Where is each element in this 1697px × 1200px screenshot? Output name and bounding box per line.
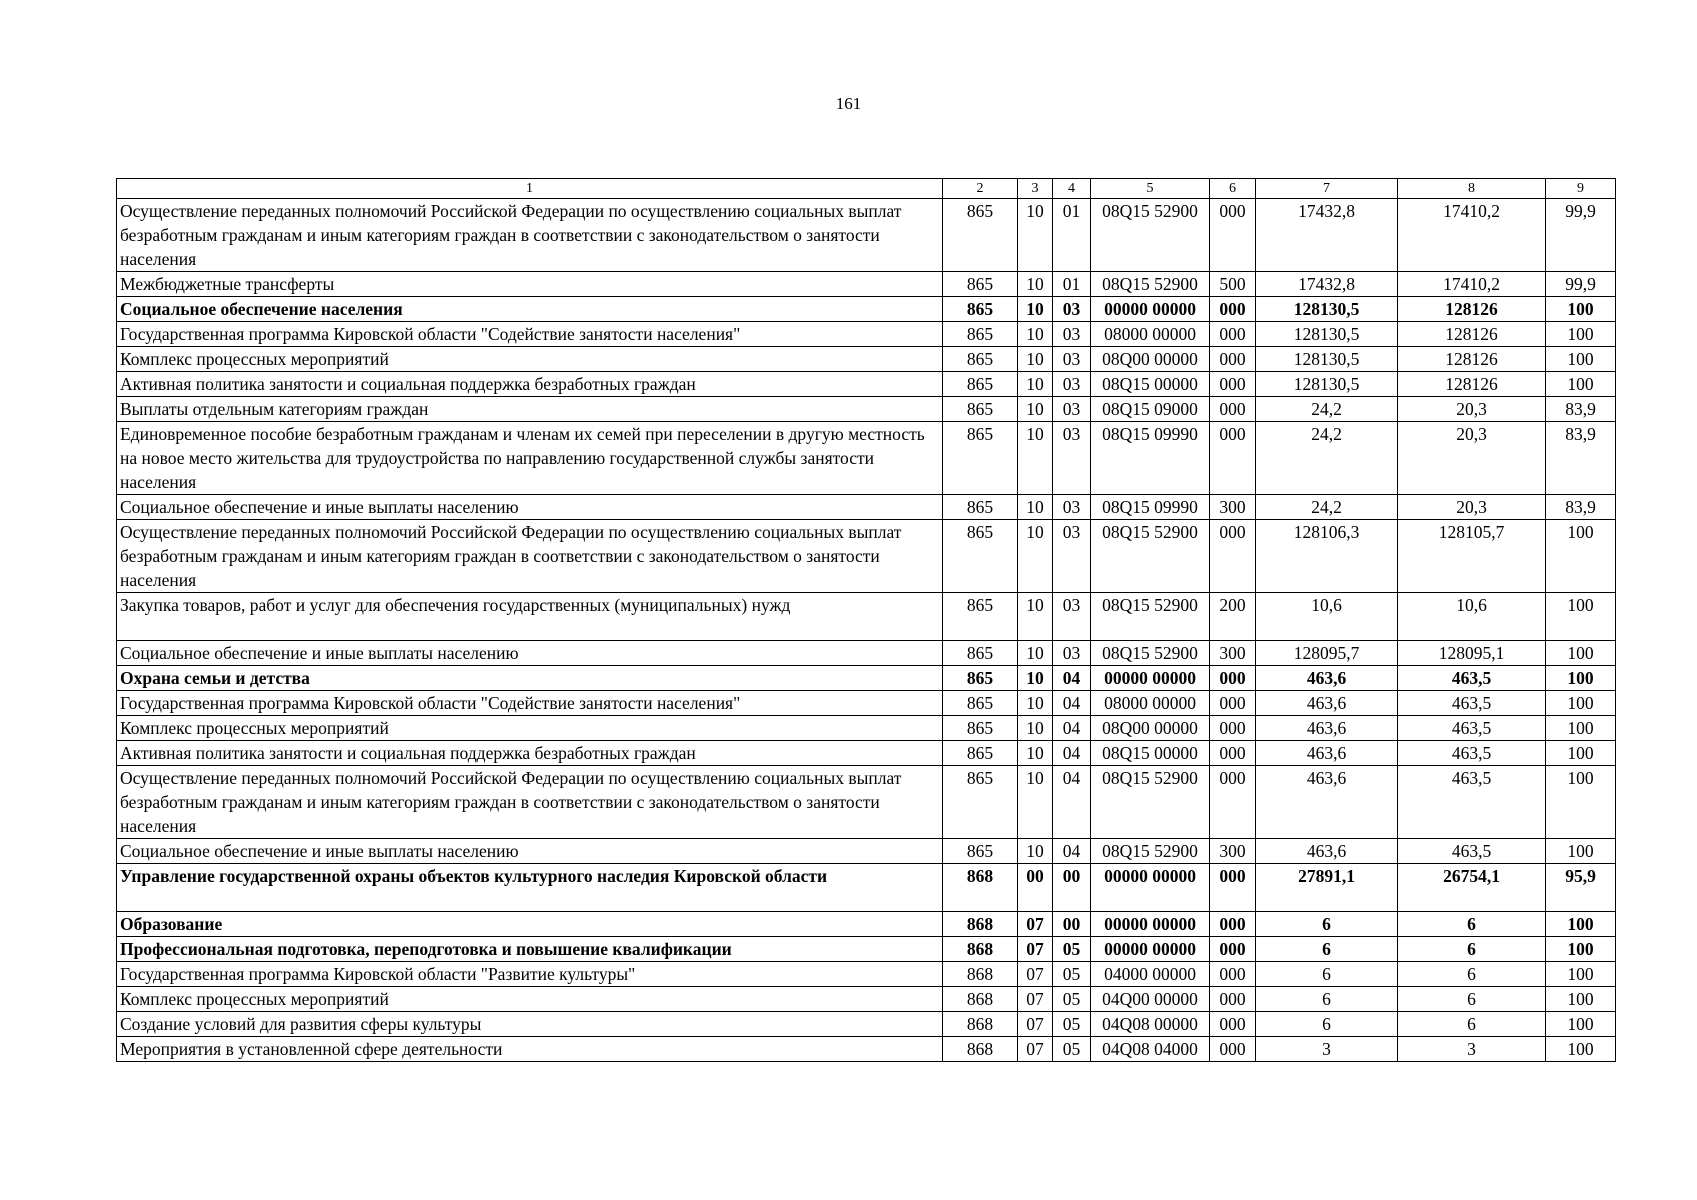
cell-percent: 100: [1546, 1012, 1616, 1037]
cell-subsection: 00: [1053, 864, 1091, 912]
cell-section: 10: [1018, 520, 1053, 593]
cell-planned: 463,6: [1256, 766, 1398, 839]
cell-name: Образование: [117, 912, 943, 937]
cell-expense-type: 000: [1210, 987, 1256, 1012]
table-row: [117, 422, 1616, 495]
cell-name: Активная политика занятости и социальная поддержка безработных граждан: [117, 741, 943, 766]
cell-target-article: 08Q15 52900: [1091, 839, 1210, 864]
cell-name: Межбюджетные трансферты: [117, 272, 943, 297]
cell-percent: 100: [1546, 1037, 1616, 1062]
table-row: [117, 839, 1616, 864]
cell-admin-code: 865: [943, 372, 1018, 397]
cell-subsection: 03: [1053, 347, 1091, 372]
cell-section: 10: [1018, 641, 1053, 666]
cell-admin-code: 865: [943, 766, 1018, 839]
cell-planned: 3: [1256, 1037, 1398, 1062]
table-row: [117, 322, 1616, 347]
cell-admin-code: 868: [943, 864, 1018, 912]
cell-section: 10: [1018, 741, 1053, 766]
cell-admin-code: 865: [943, 422, 1018, 495]
cell-name: Государственная программа Кировской области "Содействие занятости населения": [117, 322, 943, 347]
cell-name: Социальное обеспечение и иные выплаты населению: [117, 495, 943, 520]
cell-executed: 128126: [1398, 297, 1546, 322]
cell-planned: 463,6: [1256, 839, 1398, 864]
cell-planned: 6: [1256, 937, 1398, 962]
cell-section: 07: [1018, 912, 1053, 937]
cell-admin-code: 865: [943, 322, 1018, 347]
cell-admin-code: 865: [943, 199, 1018, 272]
cell-subsection: 00: [1053, 912, 1091, 937]
cell-subsection: 03: [1053, 297, 1091, 322]
cell-planned: 6: [1256, 962, 1398, 987]
cell-admin-code: 865: [943, 641, 1018, 666]
cell-executed: 128126: [1398, 372, 1546, 397]
cell-executed: 17410,2: [1398, 272, 1546, 297]
cell-planned: 463,6: [1256, 741, 1398, 766]
cell-expense-type: 000: [1210, 716, 1256, 741]
cell-name: Государственная программа Кировской области "Содействие занятости населения": [117, 691, 943, 716]
cell-target-article: 08Q15 52900: [1091, 272, 1210, 297]
cell-section: 10: [1018, 397, 1053, 422]
cell-expense-type: 000: [1210, 322, 1256, 347]
cell-expense-type: 300: [1210, 495, 1256, 520]
cell-expense-type: 500: [1210, 272, 1256, 297]
cell-executed: 6: [1398, 937, 1546, 962]
cell-section: 10: [1018, 199, 1053, 272]
cell-executed: 10,6: [1398, 593, 1546, 641]
cell-target-article: 08Q15 52900: [1091, 641, 1210, 666]
cell-expense-type: 000: [1210, 372, 1256, 397]
table-row: [117, 691, 1616, 716]
cell-section: 10: [1018, 297, 1053, 322]
cell-executed: 6: [1398, 912, 1546, 937]
cell-target-article: 08Q00 00000: [1091, 716, 1210, 741]
cell-percent: 83,9: [1546, 422, 1616, 495]
cell-percent: 100: [1546, 962, 1616, 987]
cell-percent: 100: [1546, 347, 1616, 372]
cell-subsection: 03: [1053, 495, 1091, 520]
cell-admin-code: 865: [943, 347, 1018, 372]
header-cell: 2: [943, 179, 1018, 199]
cell-section: 10: [1018, 691, 1053, 716]
cell-section: 10: [1018, 272, 1053, 297]
cell-planned: 128130,5: [1256, 297, 1398, 322]
cell-executed: 20,3: [1398, 422, 1546, 495]
cell-executed: 128105,7: [1398, 520, 1546, 593]
cell-subsection: 03: [1053, 397, 1091, 422]
table-row: [117, 1037, 1616, 1062]
cell-percent: 99,9: [1546, 199, 1616, 272]
cell-subsection: 05: [1053, 937, 1091, 962]
header-cell: 4: [1053, 179, 1091, 199]
cell-target-article: 00000 00000: [1091, 297, 1210, 322]
cell-name: Социальное обеспечение и иные выплаты населению: [117, 641, 943, 666]
cell-section: 10: [1018, 716, 1053, 741]
cell-name: Социальное обеспечение и иные выплаты населению: [117, 839, 943, 864]
header-cell: 5: [1091, 179, 1210, 199]
cell-expense-type: 000: [1210, 520, 1256, 593]
cell-section: 07: [1018, 1037, 1053, 1062]
cell-admin-code: 865: [943, 741, 1018, 766]
cell-section: 07: [1018, 962, 1053, 987]
table-row: [117, 297, 1616, 322]
cell-admin-code: 868: [943, 912, 1018, 937]
cell-name: Государственная программа Кировской области "Развитие культуры": [117, 962, 943, 987]
cell-executed: 128126: [1398, 322, 1546, 347]
header-row: [117, 179, 1616, 199]
cell-planned: 128106,3: [1256, 520, 1398, 593]
cell-admin-code: 868: [943, 1037, 1018, 1062]
cell-name: Единовременное пособие безработным гражданам и членам их семей при переселении в другую местность на новое место жительства для трудоустройства по направлению государственной службы занятости населения: [117, 422, 943, 495]
cell-percent: 100: [1546, 593, 1616, 641]
cell-admin-code: 865: [943, 593, 1018, 641]
cell-executed: 6: [1398, 962, 1546, 987]
cell-name: Мероприятия в установленной сфере деятельности: [117, 1037, 943, 1062]
table-row: [117, 347, 1616, 372]
page-number: 161: [835, 94, 862, 113]
cell-name: Социальное обеспечение населения: [117, 297, 943, 322]
cell-admin-code: 865: [943, 397, 1018, 422]
header-cell: 1: [117, 179, 943, 199]
table-row: [117, 495, 1616, 520]
header-cell: 3: [1018, 179, 1053, 199]
cell-expense-type: 000: [1210, 666, 1256, 691]
cell-planned: 17432,8: [1256, 272, 1398, 297]
cell-name: Комплекс процессных мероприятий: [117, 716, 943, 741]
cell-executed: 17410,2: [1398, 199, 1546, 272]
cell-percent: 100: [1546, 741, 1616, 766]
cell-expense-type: 000: [1210, 864, 1256, 912]
cell-target-article: 08Q15 52900: [1091, 199, 1210, 272]
cell-subsection: 05: [1053, 1012, 1091, 1037]
cell-percent: 99,9: [1546, 272, 1616, 297]
cell-expense-type: 000: [1210, 1037, 1256, 1062]
cell-executed: 128126: [1398, 347, 1546, 372]
cell-admin-code: 868: [943, 1012, 1018, 1037]
cell-subsection: 04: [1053, 691, 1091, 716]
cell-name: Закупка товаров, работ и услуг для обеспечения государственных (муниципальных) нужд: [117, 593, 943, 641]
cell-percent: 100: [1546, 322, 1616, 347]
cell-planned: 463,6: [1256, 666, 1398, 691]
cell-target-article: 00000 00000: [1091, 912, 1210, 937]
cell-planned: 128095,7: [1256, 641, 1398, 666]
budget-table: [116, 178, 1616, 1062]
cell-subsection: 03: [1053, 422, 1091, 495]
cell-executed: 463,5: [1398, 766, 1546, 839]
cell-expense-type: 300: [1210, 641, 1256, 666]
cell-subsection: 04: [1053, 766, 1091, 839]
table-row: [117, 864, 1616, 912]
cell-name: Управление государственной охраны объектов культурного наследия Кировской области: [117, 864, 943, 912]
cell-subsection: 04: [1053, 716, 1091, 741]
cell-percent: 100: [1546, 691, 1616, 716]
cell-expense-type: 000: [1210, 199, 1256, 272]
cell-executed: 463,5: [1398, 691, 1546, 716]
cell-admin-code: 865: [943, 272, 1018, 297]
cell-subsection: 03: [1053, 641, 1091, 666]
cell-percent: 100: [1546, 297, 1616, 322]
cell-executed: 463,5: [1398, 839, 1546, 864]
cell-planned: 6: [1256, 987, 1398, 1012]
cell-target-article: 08000 00000: [1091, 691, 1210, 716]
cell-percent: 100: [1546, 641, 1616, 666]
cell-planned: 128130,5: [1256, 347, 1398, 372]
table-row: [117, 741, 1616, 766]
table-row: [117, 962, 1616, 987]
cell-planned: 17432,8: [1256, 199, 1398, 272]
header-cell: 9: [1546, 179, 1616, 199]
cell-section: 10: [1018, 839, 1053, 864]
table-row: [117, 641, 1616, 666]
cell-subsection: 03: [1053, 520, 1091, 593]
cell-executed: 6: [1398, 987, 1546, 1012]
cell-planned: 24,2: [1256, 397, 1398, 422]
cell-name: Выплаты отдельным категориям граждан: [117, 397, 943, 422]
cell-target-article: 04Q08 00000: [1091, 1012, 1210, 1037]
cell-target-article: 08Q15 00000: [1091, 741, 1210, 766]
cell-name: Охрана семьи и детства: [117, 666, 943, 691]
table-row: [117, 199, 1616, 272]
cell-executed: 3: [1398, 1037, 1546, 1062]
cell-target-article: 08Q15 09990: [1091, 422, 1210, 495]
cell-target-article: 00000 00000: [1091, 666, 1210, 691]
cell-admin-code: 865: [943, 495, 1018, 520]
cell-name: Комплекс процессных мероприятий: [117, 987, 943, 1012]
cell-planned: 463,6: [1256, 691, 1398, 716]
cell-admin-code: 865: [943, 666, 1018, 691]
cell-percent: 100: [1546, 937, 1616, 962]
cell-executed: 463,5: [1398, 716, 1546, 741]
table-row: [117, 912, 1616, 937]
cell-executed: 6: [1398, 1012, 1546, 1037]
cell-percent: 100: [1546, 766, 1616, 839]
cell-subsection: 03: [1053, 372, 1091, 397]
cell-expense-type: 000: [1210, 741, 1256, 766]
cell-section: 10: [1018, 495, 1053, 520]
cell-planned: 24,2: [1256, 422, 1398, 495]
cell-section: 10: [1018, 372, 1053, 397]
cell-subsection: 04: [1053, 666, 1091, 691]
cell-expense-type: 000: [1210, 912, 1256, 937]
cell-planned: 128130,5: [1256, 322, 1398, 347]
cell-percent: 100: [1546, 912, 1616, 937]
cell-executed: 26754,1: [1398, 864, 1546, 912]
cell-planned: 463,6: [1256, 716, 1398, 741]
cell-name: Осуществление переданных полномочий Российской Федерации по осуществлению социальных выплат безработным гражданам и иным категориям граждан в соответствии с законодательством о занятости населения: [117, 520, 943, 593]
cell-percent: 95,9: [1546, 864, 1616, 912]
header-cell: 7: [1256, 179, 1398, 199]
cell-expense-type: 000: [1210, 937, 1256, 962]
cell-admin-code: 868: [943, 937, 1018, 962]
cell-section: 10: [1018, 593, 1053, 641]
cell-subsection: 04: [1053, 741, 1091, 766]
cell-executed: 463,5: [1398, 666, 1546, 691]
cell-planned: 10,6: [1256, 593, 1398, 641]
cell-subsection: 05: [1053, 987, 1091, 1012]
cell-target-article: 08Q15 00000: [1091, 372, 1210, 397]
cell-admin-code: 865: [943, 839, 1018, 864]
cell-target-article: 04000 00000: [1091, 962, 1210, 987]
cell-expense-type: 000: [1210, 297, 1256, 322]
cell-target-article: 04Q08 04000: [1091, 1037, 1210, 1062]
cell-percent: 100: [1546, 987, 1616, 1012]
cell-subsection: 04: [1053, 839, 1091, 864]
table-row: [117, 937, 1616, 962]
table-row: [117, 520, 1616, 593]
cell-section: 07: [1018, 987, 1053, 1012]
table-row: [117, 987, 1616, 1012]
cell-percent: 100: [1546, 666, 1616, 691]
cell-target-article: 08Q15 52900: [1091, 520, 1210, 593]
cell-name: Комплекс процессных мероприятий: [117, 347, 943, 372]
table-row: [117, 397, 1616, 422]
cell-section: 10: [1018, 347, 1053, 372]
cell-subsection: 01: [1053, 199, 1091, 272]
cell-planned: 6: [1256, 1012, 1398, 1037]
cell-expense-type: 000: [1210, 691, 1256, 716]
cell-section: 07: [1018, 937, 1053, 962]
cell-executed: 20,3: [1398, 397, 1546, 422]
cell-target-article: 08Q00 00000: [1091, 347, 1210, 372]
cell-name: Осуществление переданных полномочий Российской Федерации по осуществлению социальных выплат безработным гражданам и иным категориям граждан в соответствии с законодательством о занятости населения: [117, 766, 943, 839]
cell-admin-code: 865: [943, 716, 1018, 741]
cell-percent: 100: [1546, 839, 1616, 864]
cell-executed: 128095,1: [1398, 641, 1546, 666]
cell-name: Осуществление переданных полномочий Российской Федерации по осуществлению социальных выплат безработным гражданам и иным категориям граждан в соответствии с законодательством о занятости населения: [117, 199, 943, 272]
table-row: [117, 1012, 1616, 1037]
cell-expense-type: 000: [1210, 1012, 1256, 1037]
cell-expense-type: 300: [1210, 839, 1256, 864]
cell-subsection: 01: [1053, 272, 1091, 297]
cell-section: 07: [1018, 1012, 1053, 1037]
cell-target-article: 00000 00000: [1091, 937, 1210, 962]
cell-admin-code: 868: [943, 987, 1018, 1012]
cell-expense-type: 000: [1210, 422, 1256, 495]
cell-expense-type: 000: [1210, 766, 1256, 839]
header-cell: 6: [1210, 179, 1256, 199]
cell-executed: 463,5: [1398, 741, 1546, 766]
header-cell: 8: [1398, 179, 1546, 199]
cell-section: 00: [1018, 864, 1053, 912]
cell-expense-type: 000: [1210, 397, 1256, 422]
cell-subsection: 05: [1053, 1037, 1091, 1062]
table-row: [117, 272, 1616, 297]
cell-percent: 100: [1546, 716, 1616, 741]
cell-section: 10: [1018, 766, 1053, 839]
table-row: [117, 666, 1616, 691]
cell-expense-type: 000: [1210, 347, 1256, 372]
cell-section: 10: [1018, 666, 1053, 691]
cell-planned: 27891,1: [1256, 864, 1398, 912]
cell-percent: 100: [1546, 520, 1616, 593]
cell-planned: 128130,5: [1256, 372, 1398, 397]
cell-target-article: 08Q15 52900: [1091, 766, 1210, 839]
cell-target-article: 00000 00000: [1091, 864, 1210, 912]
cell-subsection: 05: [1053, 962, 1091, 987]
cell-name: Активная политика занятости и социальная поддержка безработных граждан: [117, 372, 943, 397]
cell-planned: 6: [1256, 912, 1398, 937]
cell-percent: 83,9: [1546, 397, 1616, 422]
cell-admin-code: 868: [943, 962, 1018, 987]
cell-planned: 24,2: [1256, 495, 1398, 520]
table-row: [117, 372, 1616, 397]
cell-name: Создание условий для развития сферы культуры: [117, 1012, 943, 1037]
cell-executed: 20,3: [1398, 495, 1546, 520]
cell-target-article: 08000 00000: [1091, 322, 1210, 347]
cell-section: 10: [1018, 422, 1053, 495]
table-row: [117, 716, 1616, 741]
cell-section: 10: [1018, 322, 1053, 347]
cell-expense-type: 000: [1210, 962, 1256, 987]
table-row: [117, 766, 1616, 839]
cell-target-article: 08Q15 09990: [1091, 495, 1210, 520]
cell-admin-code: 865: [943, 297, 1018, 322]
cell-admin-code: 865: [943, 691, 1018, 716]
cell-percent: 100: [1546, 372, 1616, 397]
cell-subsection: 03: [1053, 322, 1091, 347]
cell-admin-code: 865: [943, 520, 1018, 593]
cell-subsection: 03: [1053, 593, 1091, 641]
cell-target-article: 08Q15 09000: [1091, 397, 1210, 422]
cell-expense-type: 200: [1210, 593, 1256, 641]
cell-name: Профессиональная подготовка, переподготовка и повышение квалификации: [117, 937, 943, 962]
cell-target-article: 04Q00 00000: [1091, 987, 1210, 1012]
cell-percent: 83,9: [1546, 495, 1616, 520]
table-row: [117, 593, 1616, 641]
cell-target-article: 08Q15 52900: [1091, 593, 1210, 641]
